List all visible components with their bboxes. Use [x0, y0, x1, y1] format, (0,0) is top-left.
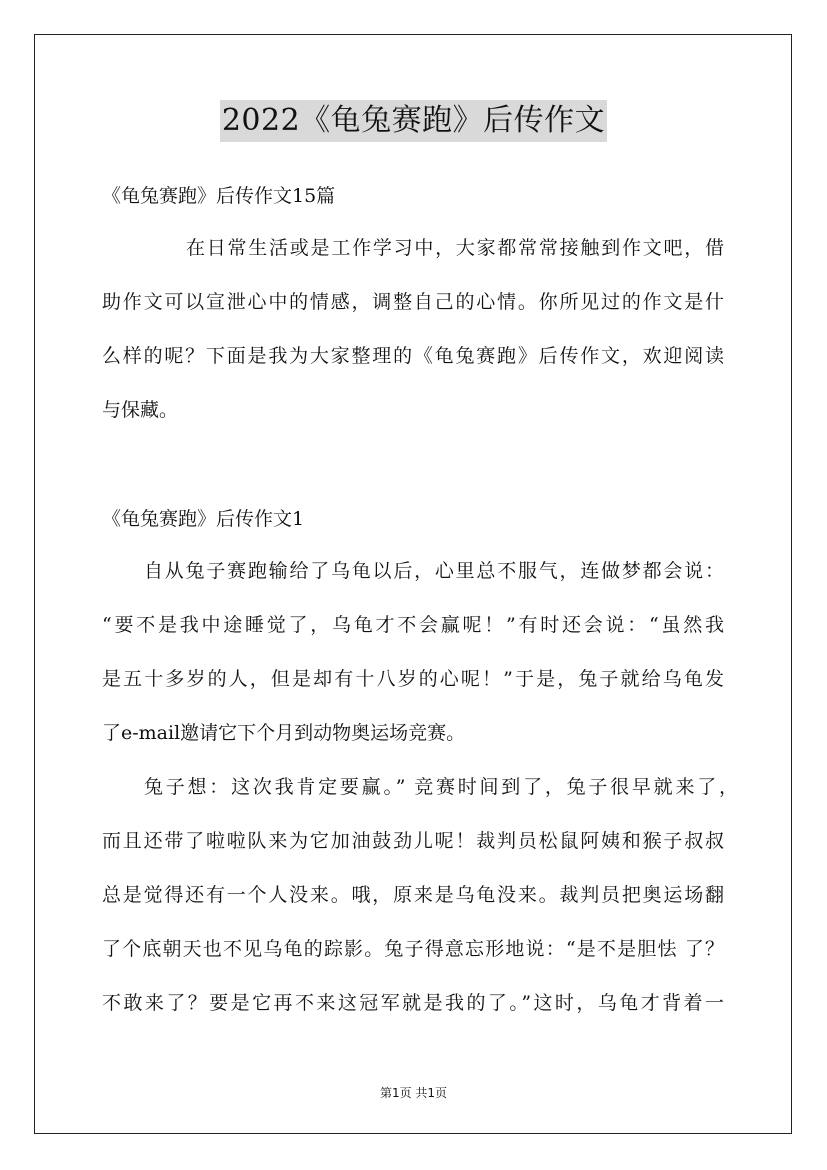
- paragraph-line: 了e-mail邀请它下个月到动物奥运场竞赛。: [102, 722, 466, 744]
- intro-line: 在日常生活或是工作学习中，大家都常常接触到作文吧，借: [186, 237, 724, 259]
- paragraph-line: 不敢来了？要是它再不来这冠军就是我的了。”这时，乌龟才背着一: [102, 992, 724, 1014]
- paragraph-line: “要不是我中途睡觉了，乌龟才不会赢呢！”有时还会说：“虽然我: [102, 614, 724, 636]
- section-heading: 《龟兔赛跑》后传作文1: [102, 508, 305, 530]
- page-footer: 第1页 共1页: [379, 1086, 448, 1100]
- paragraph-line: 是五十多岁的人，但是却有十八岁的心呢！”于是，兔子就给乌龟发: [102, 668, 724, 690]
- intro-line: 与保藏。: [102, 399, 179, 421]
- paragraph-line: 而且还带了啦啦队来为它加油鼓劲儿呢！裁判员松鼠阿姨和猴子叔叔: [102, 830, 724, 852]
- paragraph-line: 兔子想：这次我肯定要赢。” 竞赛时间到了，兔子很早就来了，: [144, 776, 738, 798]
- intro-line: 么样的呢？下面是我为大家整理的《龟兔赛跑》后传作文，欢迎阅读: [102, 345, 724, 367]
- document-subtitle: 《龟兔赛跑》后传作文15篇: [102, 185, 336, 207]
- document-title: 2022《龟兔赛跑》后传作文: [220, 100, 607, 142]
- intro-line: 助作文可以宣泄心中的情感，调整自己的心情。你所见过的作文是什: [102, 291, 724, 313]
- paragraph-line: 总是觉得还有一个人没来。哦，原来是乌龟没来。裁判员把奥运场翻: [102, 884, 724, 906]
- paragraph-line: 了个底朝天也不见乌龟的踪影。兔子得意忘形地说：“是不是胆怯 了？: [102, 938, 724, 960]
- paragraph-line: 自从兔子赛跑输给了乌龟以后，心里总不服气，连做梦都会说：: [144, 560, 724, 582]
